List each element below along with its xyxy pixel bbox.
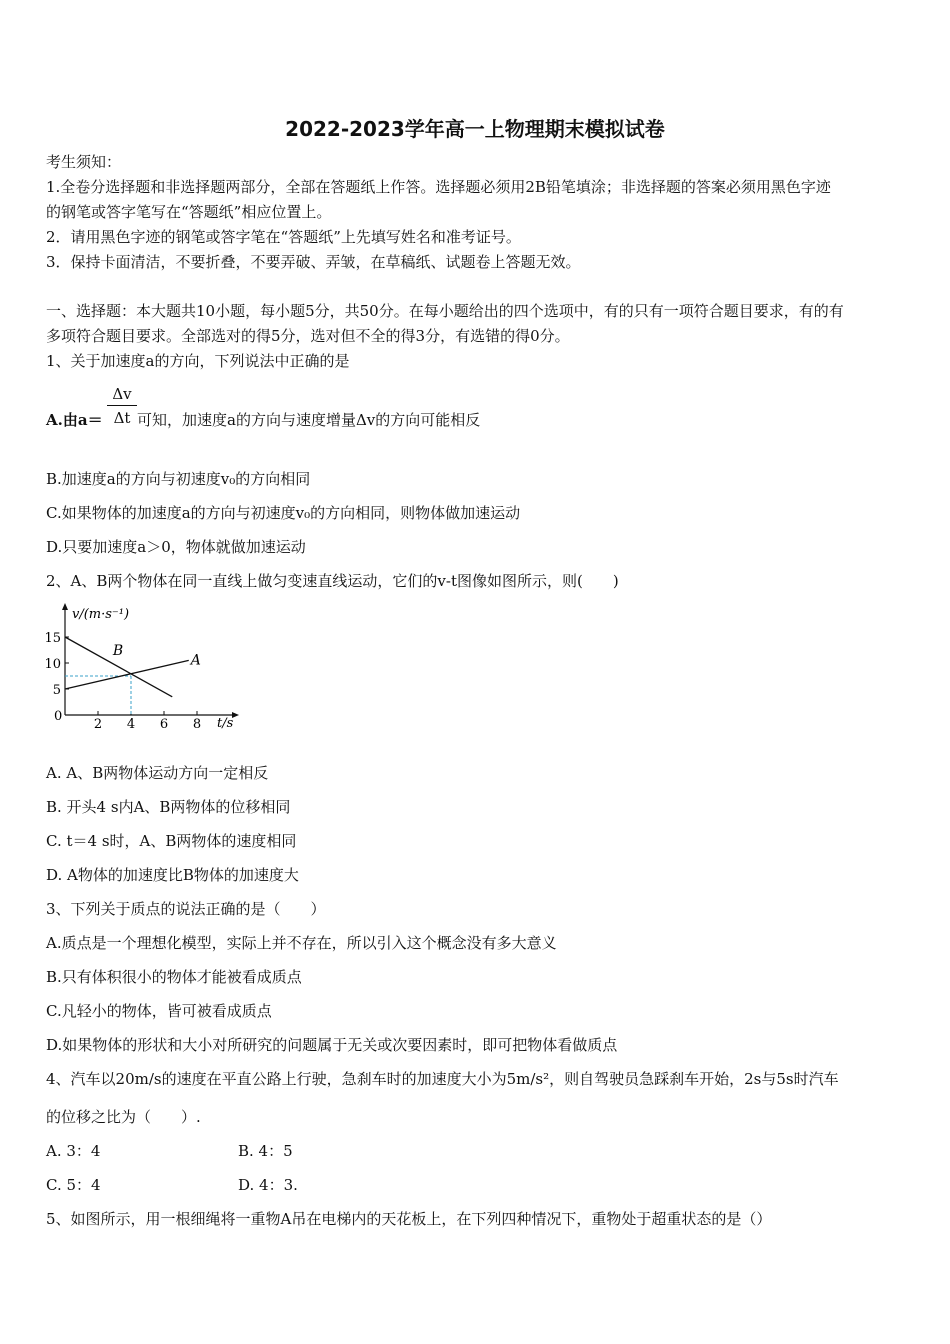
question-4-option-a: A. 3：4	[46, 1142, 101, 1160]
series-label-B: B	[112, 643, 124, 660]
x-tick-label: 2	[93, 717, 103, 732]
delta-v-over-delta-t-fraction	[107, 384, 137, 428]
question-4-option-c: C. 5：4	[46, 1176, 101, 1194]
y-tick-label: 10	[44, 657, 61, 672]
question-4-option-b: B. 4：5	[238, 1142, 293, 1160]
question-1-option-d: D.只要加速度a＞0，物体就做加速运动	[46, 538, 306, 556]
y-axis-arrow	[62, 603, 68, 610]
y-tick-label: 5	[52, 683, 61, 698]
fraction-numerator: Δv	[107, 384, 137, 406]
question-1-option-b: B.加速度a的方向与初速度v₀的方向相同	[46, 470, 311, 488]
question-1-stem: 1、关于加速度a的方向，下列说法中正确的是	[46, 352, 350, 370]
question-2-option-d: D. A物体的加速度比B物体的加速度大	[46, 866, 299, 884]
question-4-stem-line-2: 的位移之比为（ ）.	[46, 1108, 201, 1126]
question-3-stem: 3、下列关于质点的说法正确的是（ ）	[46, 900, 326, 918]
question-2-option-a: A. A、B两物体运动方向一定相反	[46, 764, 269, 782]
question-1-option-a-prefix: A.由a＝	[46, 411, 103, 429]
notice-item-1-line-1: 1.全卷分选择题和非选择题两部分，全部在答题纸上作答。选择题必须用2B铅笔填涂；非选择题的答案必须用黑色字迹	[46, 178, 831, 196]
x-tick-label: 6	[159, 717, 169, 732]
x-tick-label: 4	[126, 717, 136, 732]
y-tick-label: 15	[44, 631, 61, 646]
question-3-option-d: D.如果物体的形状和大小对所研究的问题属于无关或次要因素时，即可把物体看做质点	[46, 1036, 618, 1054]
question-2-option-b: B. 开头4 s内A、B两物体的位移相同	[46, 798, 291, 816]
y-axis-label: v/(m·s⁻¹)	[72, 607, 130, 622]
vt-graph	[40, 600, 250, 735]
series-label-A: A	[190, 652, 201, 669]
section-1-intro-line-2: 多项符合题目要求。全部选对的得5分，选对但不全的得3分，有选错的得0分。	[46, 327, 570, 345]
origin-label: 0	[54, 709, 63, 724]
question-2-stem: 2、A、B两个物体在同一直线上做匀变速直线运动，它们的v-t图像如图所示，则( )	[46, 572, 619, 590]
question-3-option-c: C.凡轻小的物体，皆可被看成质点	[46, 1002, 272, 1020]
question-3-option-b: B.只有体积很小的物体才能被看成质点	[46, 968, 302, 986]
series-line-A	[65, 660, 189, 689]
page-title: 2022-2023学年高一上物理期末模拟试卷	[285, 117, 665, 141]
question-1-option-a-text: 可知，加速度a的方向与速度增量Δv的方向可能相反	[137, 411, 481, 429]
notice-heading: 考生须知：	[46, 153, 122, 171]
fraction-denominator: Δt	[113, 409, 131, 427]
notice-item-2: 2．请用黑色字迹的钢笔或答字笔在“答题纸”上先填写姓名和准考证号。	[46, 228, 521, 246]
question-4-option-d: D. 4：3.	[238, 1176, 298, 1194]
question-2-option-c: C. t＝4 s时，A、B两物体的速度相同	[46, 832, 297, 850]
question-4-stem-line-1: 4、汽车以20m/s的速度在平直公路上行驶，急刹车时的加速度大小为5m/s²，则自驾驶员急踩刹车开始，2s与5s时汽车	[46, 1070, 839, 1088]
question-1-option-c: C.如果物体的加速度a的方向与初速度v₀的方向相同，则物体做加速运动	[46, 504, 521, 522]
x-axis-label: t/s	[217, 716, 234, 731]
question-5-stem: 5、如图所示，用一根细绳将一重物A吊在电梯内的天花板上，在下列四种情况下，重物处于超重状态的是（）	[46, 1210, 772, 1228]
section-1-intro-line-1: 一、选择题：本大题共10小题，每小题5分，共50分。在每小题给出的四个选项中，有的只有一项符合题目要求，有的有	[46, 302, 844, 320]
question-3-option-a: A.质点是一个理想化模型，实际上并不存在，所以引入这个概念没有多大意义	[46, 934, 557, 952]
notice-item-3: 3．保持卡面清洁，不要折叠，不要弄破、弄皱，在草稿纸、试题卷上答题无效。	[46, 253, 581, 271]
notice-item-1-line-2: 的钢笔或答字笔写在“答题纸”相应位置上。	[46, 203, 332, 221]
x-tick-label: 8	[192, 717, 202, 732]
